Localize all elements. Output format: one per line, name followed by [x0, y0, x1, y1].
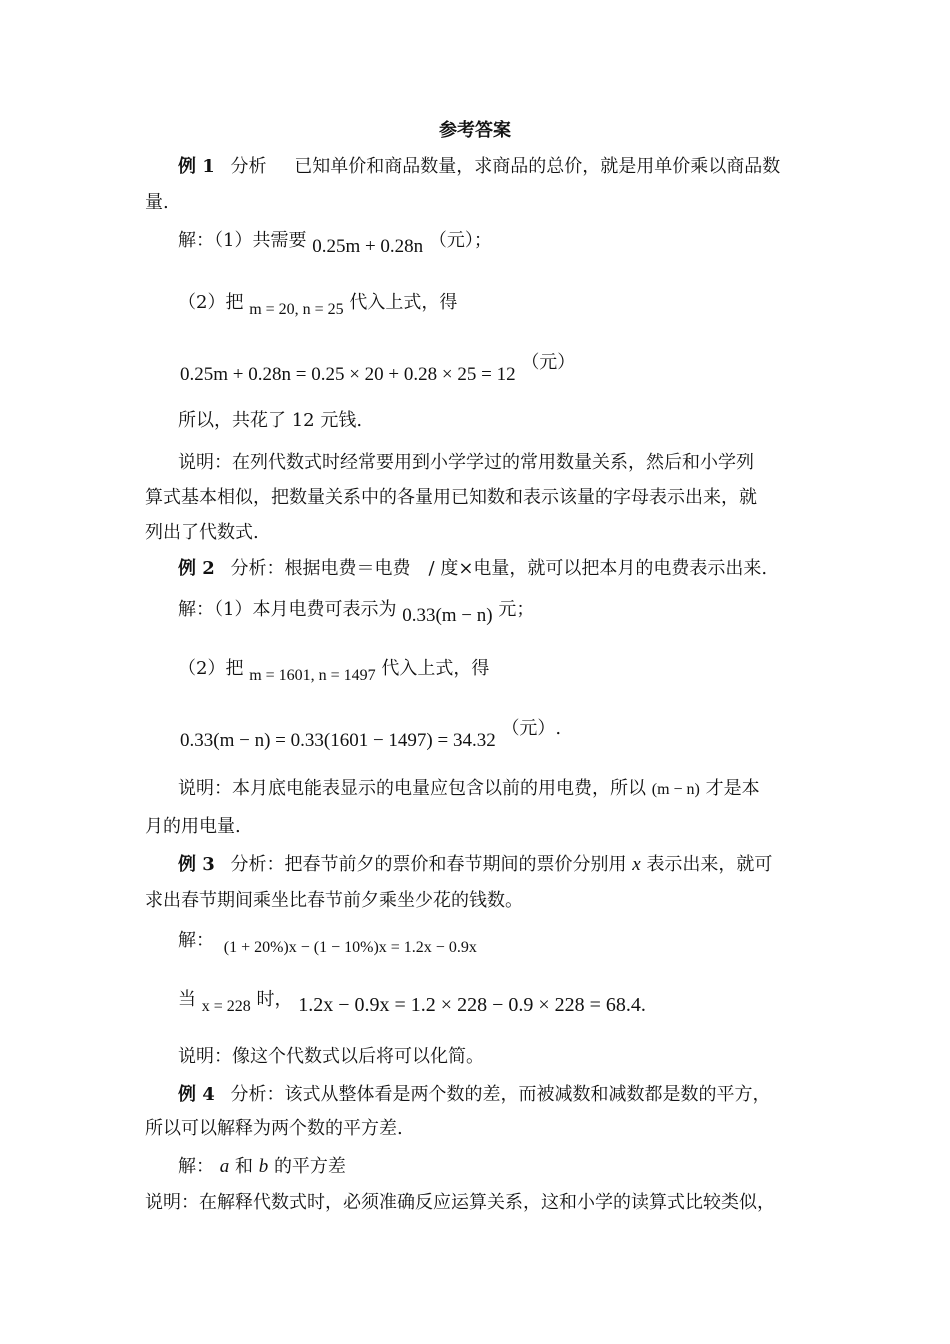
ex3-when-line [178, 986, 646, 1014]
ex4-solution-a: a [219, 1156, 230, 1177]
ex3-solution-line [178, 928, 477, 955]
ex1-analysis-line [178, 154, 780, 180]
ex1-equation-math: 0.25m + 0.28n = 0.25 × 20 + 0.28 × 25 = 12 [180, 364, 516, 385]
ex2-note-suffix: 才是本 [705, 778, 760, 799]
page-title: 参考答案 [439, 120, 511, 141]
ex4-analysis-line2: 所以可以解释为两个数的平方差. [145, 1118, 403, 1139]
ex2-solution-prefix: 解：（1）本月电费可表示为 [178, 599, 397, 620]
ex1-solution-math: 0.25m + 0.28n [312, 236, 424, 257]
ex2-analysis-text: 分析：根据电费＝电费 / 度×电量，就可以把本月的电费表示出来. [230, 558, 768, 579]
ex2-step2-suffix: 代入上式，得 [381, 658, 490, 679]
ex2-equation-suffix: （元）. [501, 718, 562, 739]
ex1-step2-line [178, 290, 457, 317]
ex1-step2-math: m = 20, n = 25 [249, 301, 344, 318]
ex3-when-equation: 1.2x − 0.9x = 1.2 × 228 − 0.9 × 228 = 68.4. [298, 994, 646, 1016]
ex2-note-line1 [178, 776, 760, 803]
ex2-equation-line [180, 718, 562, 751]
ex4-solution-suffix: 的平方差 [273, 1156, 346, 1177]
ex2-label: 例 2 [178, 558, 215, 579]
ex1-analysis-label: 分析 [230, 156, 267, 177]
ex3-analysis-var: x [632, 854, 641, 875]
ex1-equation-line [180, 352, 576, 385]
ex1-note-line2: 算式基本相似，把数量关系中的各量用已知数和表示该量的字母表示出来，就 [145, 487, 757, 508]
ex1-solution-suffix: （元）； [428, 230, 492, 251]
ex3-analysis-line [178, 852, 772, 878]
ex2-step2-prefix: （2）把 [178, 658, 244, 679]
ex4-solution-prefix: 解： [178, 1156, 214, 1177]
ex1-note-line1: 说明：在列代数式时经常要用到小学学过的常用数量关系，然后和小学列 [178, 452, 754, 473]
ex1-note-line3: 列出了代数式. [145, 522, 259, 543]
ex3-analysis-line2: 求出春节期间乘坐比春节前夕乘坐少花的钱数。 [145, 890, 523, 911]
ex1-conclusion: 所以，共花了 12 元钱. [178, 410, 363, 431]
ex2-solution-suffix: 元； [498, 599, 535, 620]
ex2-equation-math: 0.33(m − n) = 0.33(1601 − 1497) = 34.32 [180, 730, 496, 751]
ex3-note: 说明：像这个代数式以后将可以化简。 [178, 1046, 484, 1067]
ex3-label: 例 3 [178, 854, 215, 875]
ex3-when-math: x = 228 [201, 998, 251, 1015]
ex3-analysis-prefix: 分析：把春节前夕的票价和春节期间的票价分别用 [230, 854, 627, 875]
ex4-label: 例 4 [178, 1084, 215, 1105]
ex1-solution-line [178, 228, 492, 257]
ex1-analysis-text: 已知单价和商品数量，求商品的总价，就是用单价乘以商品数 [294, 156, 781, 177]
ex4-analysis-line [178, 1082, 771, 1108]
ex1-solution-prefix: 解：（1）共需要 [178, 230, 307, 251]
ex3-when-suffix: 时， [256, 989, 293, 1010]
ex3-solution-math: (1 + 20%)x − (1 − 10%)x = 1.2x − 0.9x [223, 939, 477, 956]
ex1-step2-suffix: 代入上式，得 [349, 292, 458, 313]
ex3-when-prefix: 当 [178, 989, 196, 1010]
ex1-analysis-cont: 量. [145, 192, 169, 213]
ex2-note-math: (m − n) [651, 781, 700, 798]
ex1-equation-suffix: （元） [521, 352, 576, 373]
ex2-step2-math: m = 1601, n = 1497 [249, 667, 376, 684]
ex2-solution-line [178, 597, 535, 626]
ex2-solution-math: 0.33(m − n) [402, 605, 493, 626]
ex1-label: 例 1 [178, 156, 215, 177]
ex1-step2-prefix: （2）把 [178, 292, 244, 313]
ex2-analysis-line [178, 556, 767, 582]
ex4-solution-mid: 和 [234, 1156, 253, 1177]
ex4-analysis-text: 分析：该式从整体看是两个数的差，而被减数和减数都是数的平方， [230, 1084, 771, 1105]
ex3-analysis-suffix: 表示出来，就可 [646, 854, 773, 875]
ex2-note-line2: 月的用电量. [145, 816, 241, 837]
ex3-solution-prefix: 解： [178, 930, 214, 951]
ex4-solution-line [178, 1154, 346, 1180]
ex2-step2-line [178, 656, 489, 683]
ex4-solution-b: b [258, 1156, 269, 1177]
ex4-note: 说明：在解释代数式时，必须准确反应运算关系，这和小学的读算式比较类似， [145, 1192, 775, 1213]
ex2-note-prefix: 说明：本月底电能表显示的电量应包含以前的用电费，所以 [178, 778, 646, 799]
